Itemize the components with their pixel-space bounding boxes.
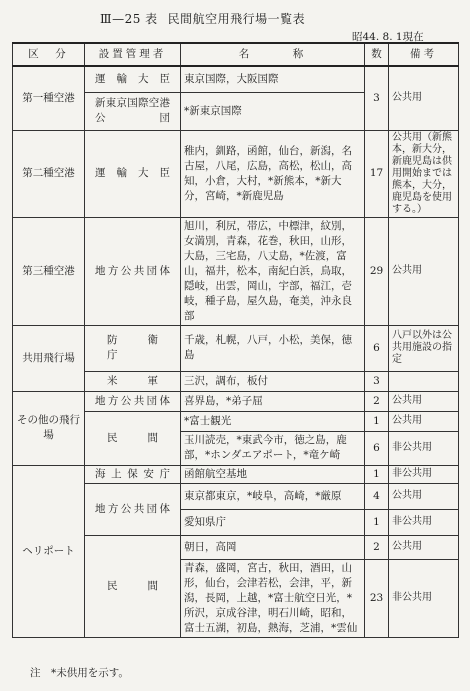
names-cell: 三沢，調布，板付: [181, 371, 365, 391]
names-cell: *新東京国際: [181, 92, 365, 130]
names-cell: *富士観光: [181, 411, 365, 431]
names-cell: 東京都東京，*岐阜，高崎，*厳原: [181, 483, 365, 509]
manager-cell: 防 衛 庁: [85, 325, 181, 371]
count-cell: 1: [365, 509, 389, 535]
remarks-cell: 公共用: [389, 217, 459, 325]
manager-cell: 地方公共団体: [85, 391, 181, 411]
remarks-cell: 非公共用: [389, 465, 459, 483]
manager-cell: 海上保安庁: [85, 465, 181, 483]
count-cell: 1: [365, 465, 389, 483]
count-cell: 3: [365, 66, 389, 130]
header-remarks: 備考: [389, 43, 459, 66]
airfield-table: [12, 42, 459, 638]
remarks-cell: [389, 371, 459, 391]
remarks-cell: 公共用: [389, 411, 459, 431]
as-of-date: 昭44. 8. 1現在: [352, 31, 424, 43]
header-row: [13, 43, 459, 66]
names-cell: 稚内，釧路，函館，仙台，新潟，名古屋，八尾，広島，高松，松山，高知，小倉，大村，*新熊本，*新大分，宮崎，*新鹿児島: [181, 130, 365, 217]
manager-cell: 地方公共団体: [85, 217, 181, 325]
table-row: [13, 391, 459, 411]
table-row: [13, 217, 459, 325]
manager-cell: 新東京国際空港公団: [85, 92, 181, 130]
manager-cell: 運 輸 大 臣: [85, 130, 181, 217]
count-cell: 6: [365, 325, 389, 371]
manager-cell: 地方公共団体: [85, 483, 181, 535]
names-cell: 函館航空基地: [181, 465, 365, 483]
names-cell: 愛知県庁: [181, 509, 365, 535]
remarks-cell: 非公共用: [389, 509, 459, 535]
remarks-cell: 非公共用: [389, 431, 459, 465]
names-cell: 千歳，札幌，八戸，小松，美保，徳島: [181, 325, 365, 371]
count-cell: 6: [365, 431, 389, 465]
count-cell: 1: [365, 411, 389, 431]
table-row: [13, 325, 459, 371]
table-row: [13, 465, 459, 483]
remarks-cell: 公共用（新熊本，新大分，新鹿児島は供用開始までは熊本，大分，鹿児島を使用する。）: [389, 130, 459, 217]
names-cell: 玉川読売，*東武今市，徳之島，鹿部，*ホンダエアポート，*竜ケ崎: [181, 431, 365, 465]
header-manager: 設置管理者: [85, 43, 181, 66]
names-cell: 朝日，高岡: [181, 535, 365, 559]
remarks-cell: 公共用: [389, 391, 459, 411]
footnote: 注 *未供用を示す。: [30, 667, 129, 679]
names-cell: 青森，盛岡，宮古，秋田，酒田，山形，仙台，会津若松，会津，平，新潟，長岡，上越，*富士航空日光，*所沢，京成谷津，明石川崎，昭和，富士五湖，初島，熱海，芝浦，*雲仙: [181, 559, 365, 637]
category-cell: 第一種空港: [13, 66, 85, 130]
remarks-cell: 八戸以外は公共用施設の指定: [389, 325, 459, 371]
category-cell: 共用飛行場: [13, 325, 85, 391]
count-cell: 29: [365, 217, 389, 325]
remarks-cell: 非公共用: [389, 559, 459, 637]
table-number: Ⅲ—25 表: [100, 12, 158, 26]
category-cell: 第二種空港: [13, 130, 85, 217]
manager-cell: 運 輸 大 臣: [85, 66, 181, 92]
category-cell: ヘリポート: [13, 465, 85, 637]
category-cell: 第三種空港: [13, 217, 85, 325]
table-title: [100, 10, 305, 27]
manager-cell: 米 軍: [85, 371, 181, 391]
count-cell: 2: [365, 391, 389, 411]
category-cell: その他の飛行場: [13, 391, 85, 465]
header-count: 数: [365, 43, 389, 66]
table-title-text: 民間航空用飛行場一覧表: [167, 12, 306, 26]
table-row: [13, 130, 459, 217]
table-row: [13, 66, 459, 92]
remarks-cell: 公共用: [389, 483, 459, 509]
header-name: 名 称: [181, 43, 365, 66]
manager-cell: 民 間: [85, 411, 181, 465]
names-cell: 東京国際，大阪国際: [181, 66, 365, 92]
manager-cell: 民 間: [85, 535, 181, 637]
names-cell: 喜界島，*弟子屈: [181, 391, 365, 411]
remarks-cell: 公共用: [389, 66, 459, 130]
remarks-cell: 公共用: [389, 535, 459, 559]
count-cell: 17: [365, 130, 389, 217]
count-cell: 2: [365, 535, 389, 559]
names-cell: 旭川，利尻，帯広，中標津，紋別，女満別，青森，花巻，秋田，山形，大島，三宅島，八丈島，*佐渡，富山，福井，松本，南紀白浜，鳥取，隠岐，出雲，岡山，宇部，福江，壱岐，種子島，屋久島，奄美，沖永良部: [181, 217, 365, 325]
header-category: 区 分: [13, 43, 85, 66]
count-cell: 4: [365, 483, 389, 509]
count-cell: 3: [365, 371, 389, 391]
count-cell: 23: [365, 559, 389, 637]
